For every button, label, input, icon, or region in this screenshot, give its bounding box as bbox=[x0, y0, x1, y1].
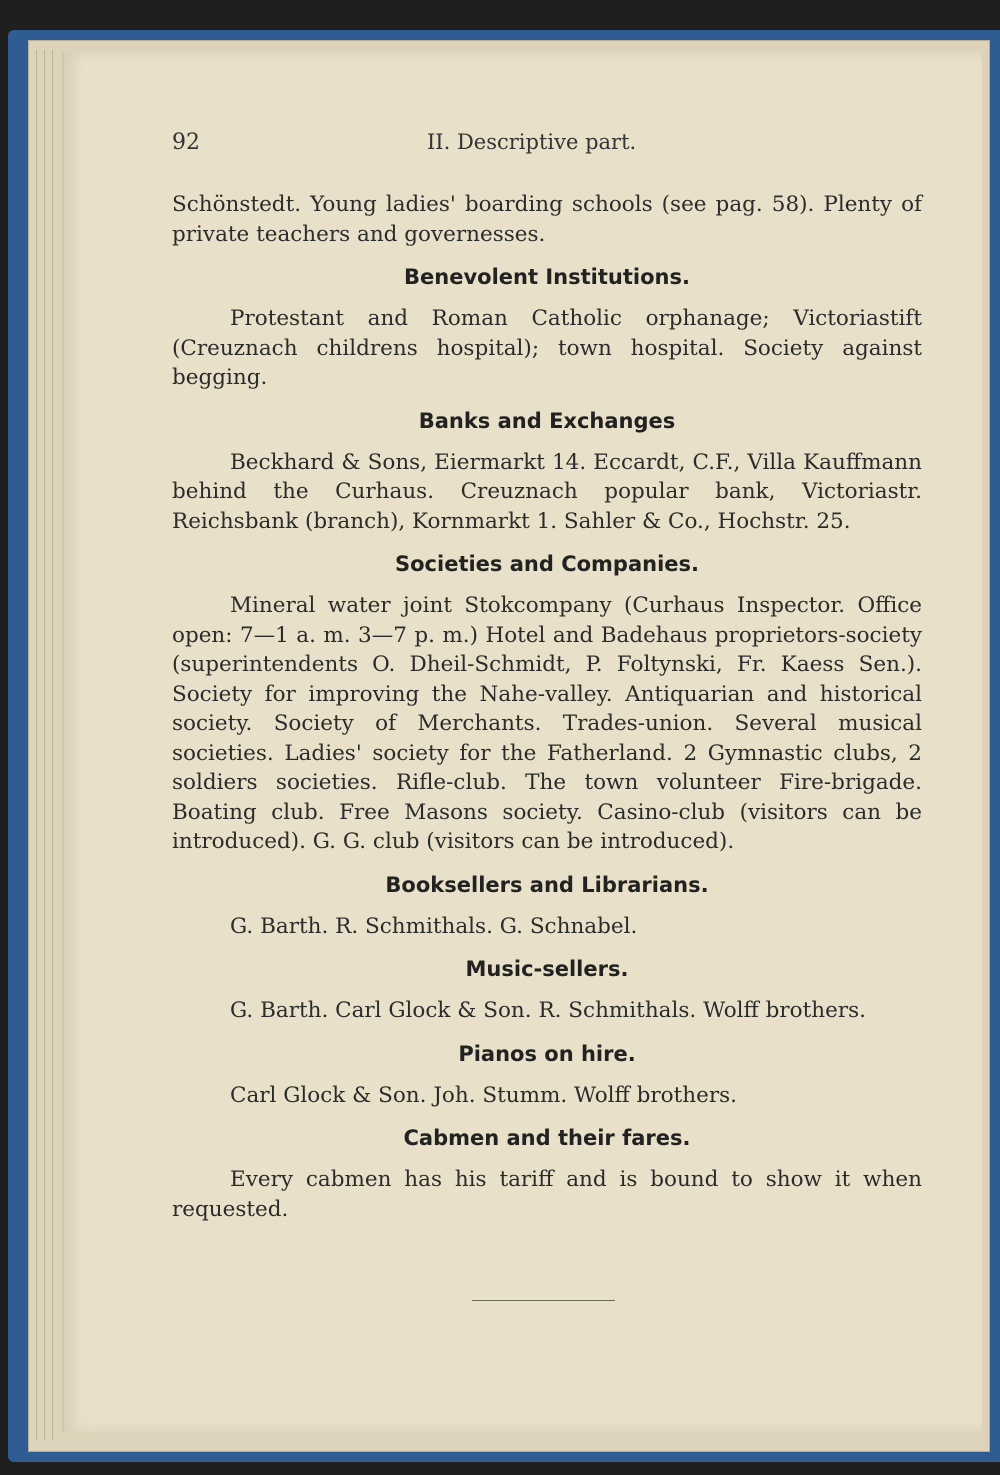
page-edge-line bbox=[36, 50, 37, 1440]
page-edge-line bbox=[52, 50, 53, 1440]
page-edge-line bbox=[44, 50, 45, 1440]
running-title: II. Descriptive part. bbox=[427, 130, 637, 154]
societies-heading: Societies and Companies. bbox=[395, 552, 699, 576]
cabmen-heading: Cabmen and their fares. bbox=[403, 1126, 691, 1150]
pianos-paragraph: Carl Glock & Son. Joh. Stumm. Wolff brothers. bbox=[230, 1082, 737, 1108]
page-number: 92 bbox=[172, 130, 200, 155]
benevolent-heading: Benevolent Institutions. bbox=[404, 265, 690, 289]
banks-heading: Banks and Exchanges bbox=[418, 408, 676, 433]
booksellers-paragraph: G. Barth. R. Schmithals. G. Schnabel. bbox=[230, 913, 638, 939]
banks-paragraph: Beckhard & Sons, Eiermarkt 14. Eccardt, C.F., Villa Kauffmann behind the Curhaus. Creuznach popular bank, Victoriastr. Reichsbank (branch), Kornmarkt 1. Sahler & Co., Hochstr. 25. bbox=[172, 449, 922, 534]
running-head bbox=[172, 130, 932, 162]
cabmen-paragraph: Every cabmen has his tariff and is bound to show it when requested. bbox=[172, 1167, 922, 1222]
music-heading: Music-sellers. bbox=[465, 957, 629, 981]
pianos-heading: Pianos on hire. bbox=[458, 1041, 636, 1066]
societies-paragraph: Mineral water joint Stokcompany (Curhaus Inspector. Office open: 7—1 a. m. 3—7 p. m.) Hotel and Badehaus proprietors-society (superintendents O. Dheil-Schmidt, P. Foltynski, Fr. Kaess Sen.). Society for improving the Nahe-valley. Antiquarian and historical society. Society of Merchants. Trades-union. Several musical societies. Ladies' society for the Fatherland. 2 Gymnastic clubs, 2 soldiers societies. Rifle-club. The town volunteer Fire-brigade. Boating club. Free Masons society. Casino-club (visitors can be introduced). G. G. club (visitors can be introduced). bbox=[172, 593, 922, 854]
music-paragraph: G. Barth. Carl Glock & Son. R. Schmithals. Wolff brothers. bbox=[230, 998, 866, 1023]
benevolent-paragraph: Protestant and Roman Catholic orphanage; Victoriastift (Creuznach childrens hospital); town hospital. Society against begging. bbox=[172, 306, 922, 390]
closing-rule bbox=[472, 1300, 615, 1301]
intro-paragraph: Schönstedt. Young ladies' boarding schools (see pag. 58). Plenty of private teachers and governesses. bbox=[172, 192, 922, 247]
booksellers-heading: Booksellers and Librarians. bbox=[385, 872, 709, 897]
page-content bbox=[172, 190, 922, 1224]
